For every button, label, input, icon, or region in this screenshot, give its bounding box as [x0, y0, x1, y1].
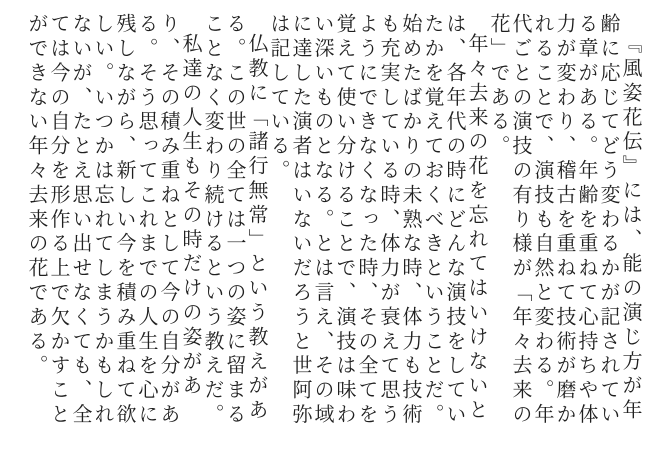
paragraph-2: 年々去来の花を忘れてはいけないとは、各年代の時にどんな演技をしていたかを覚えておくべきということだ。始めたばかりの未熟な時、体力も技術も充実している時、体力が衰えて思うようにできなくなった時、その全てを覚えて使い分けることで、演技は味わい深いものとなる。とは言え、その域に達した演者はいないだろうと世阿弥は記している。 — [267, 13, 489, 428]
paragraph-1: 『風姿花伝』には、能の演じ方が年齢に応じてどう変わるかが記されている章がある。年齢を重ねて心持ちや体力が変わり、稽古を重ねて技術が磨かれることで、演技も自然と変わる。年代ごとの演技の有り様が「年々去来の花」である。 — [487, 13, 643, 428]
paragraph-3: 仏教に「諸行無常」という教えがある。この世の全ては一つの姿に留まることなく変わり続けるという教えだ。 — [201, 13, 269, 428]
paragraph-4: 私達の人生もその時だけの姿があり、その積み重ねとして今の自分がある。そう思ってこれまでの人生を心に残しながら、新しい今を積み重ねて欲しい。いつかは忘れてしまうかもしれないが、たとえ思い出せなくても、全ては今の自分を形作る上で欠かすことができない年々去来の花である。 — [25, 13, 203, 428]
